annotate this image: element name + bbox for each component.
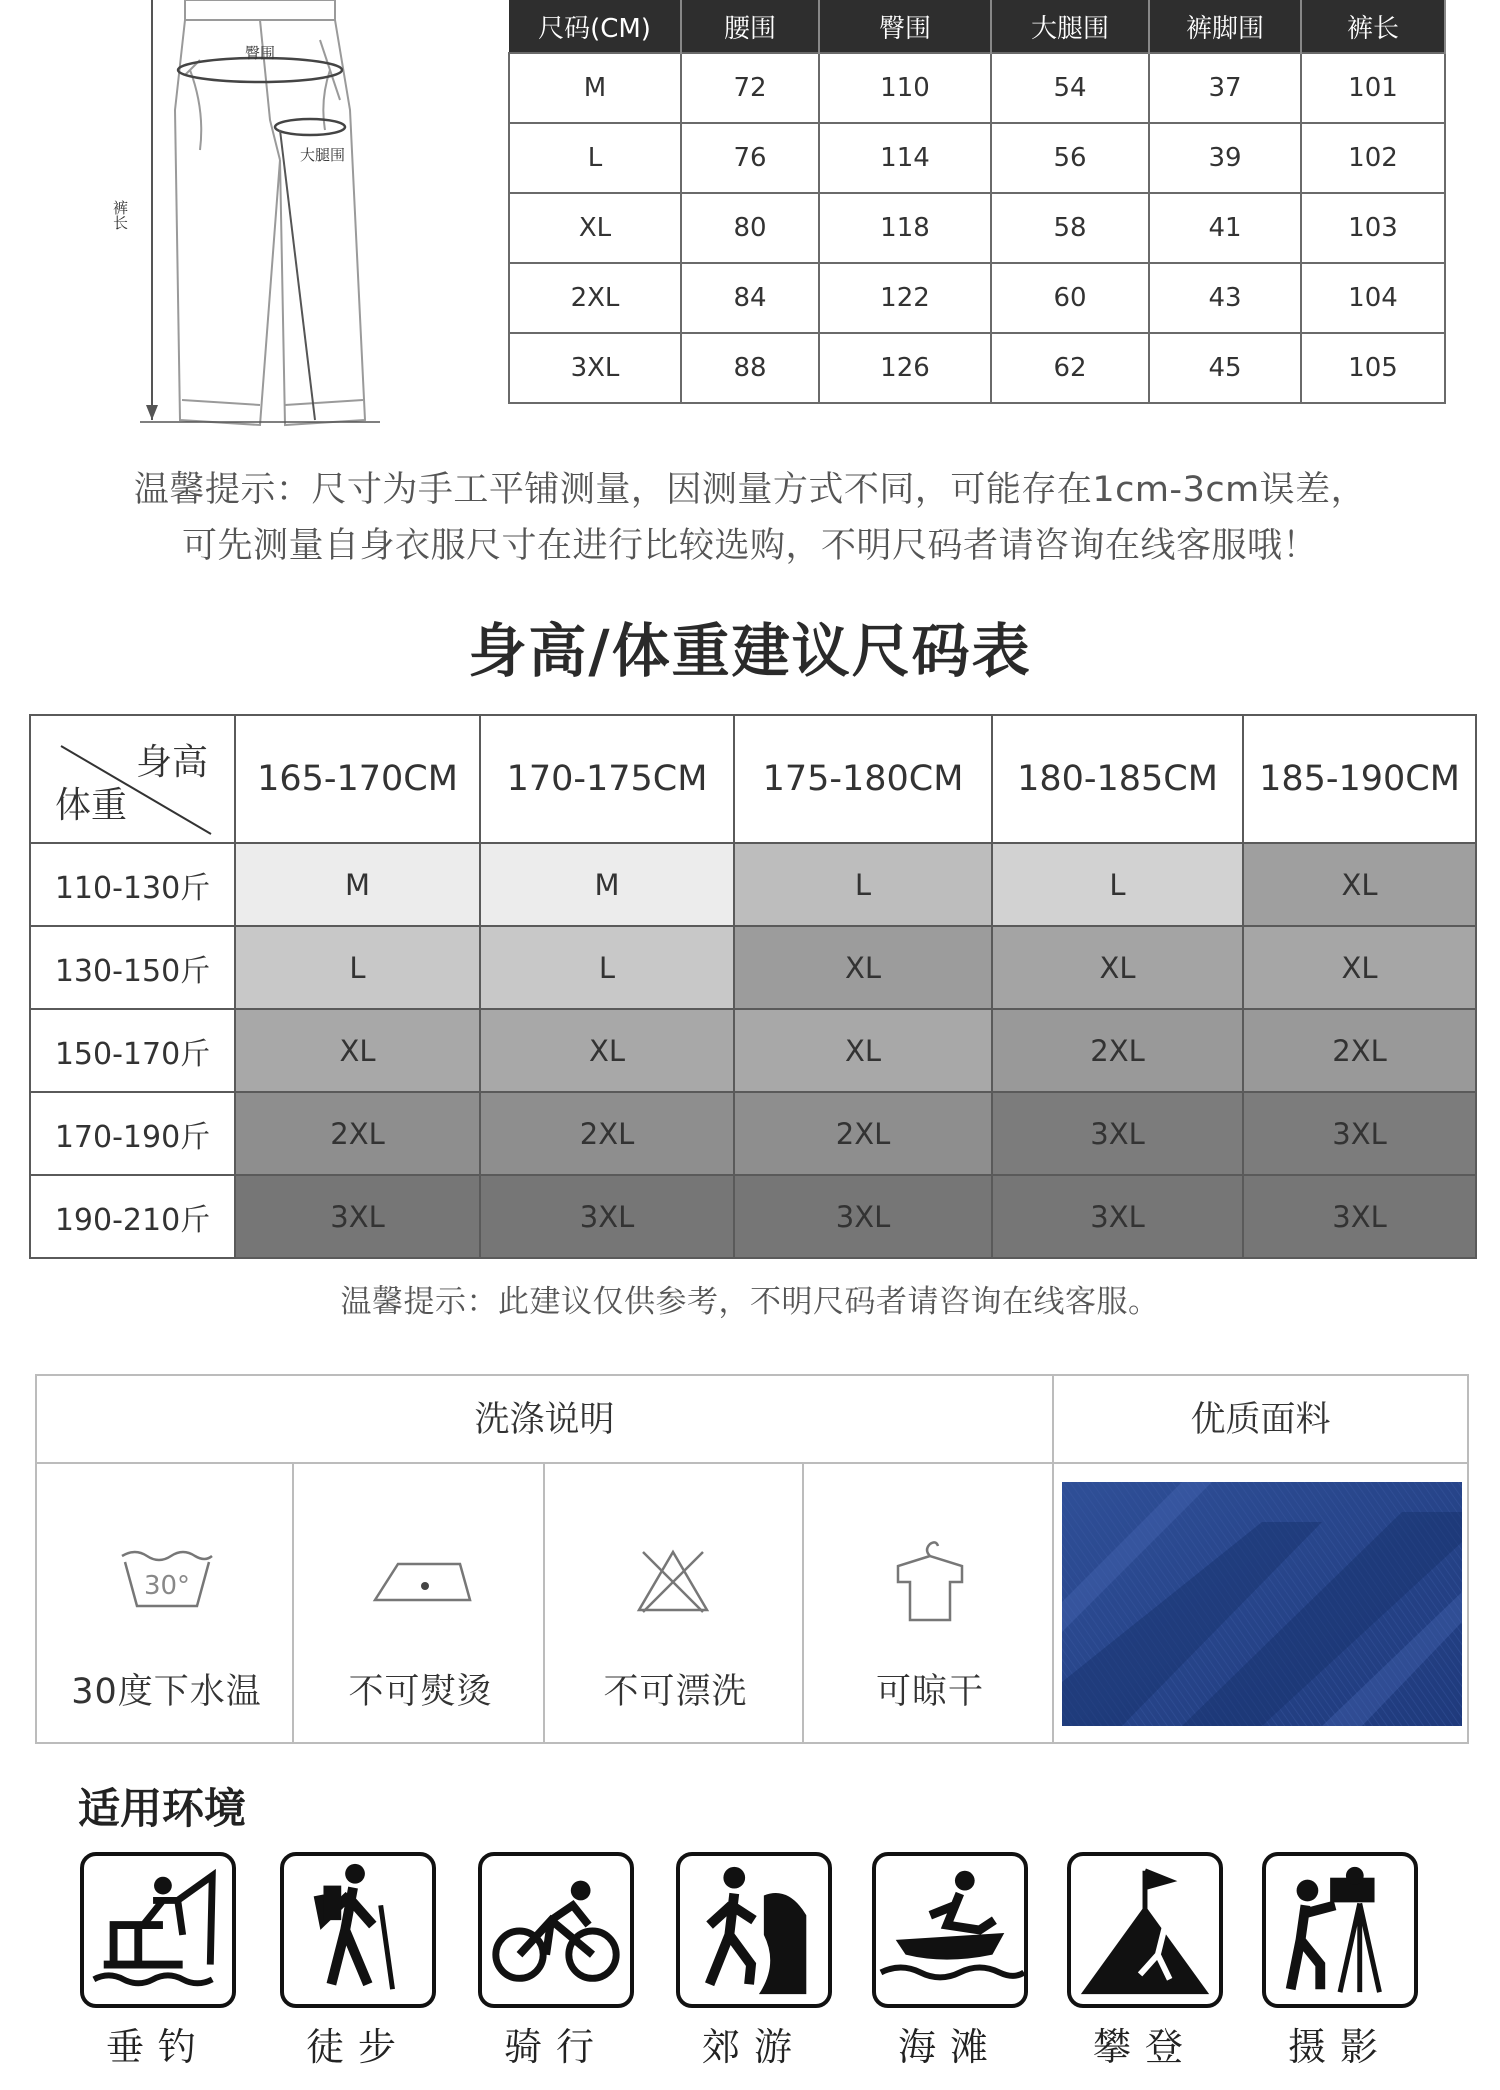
- outing-icon: [676, 1852, 832, 2008]
- fabric-swatch-image: [1062, 1482, 1462, 1726]
- hang-dry-icon: [890, 1536, 970, 1626]
- measure-cell: 84: [681, 263, 819, 333]
- weight-range-label: 130-150斤: [30, 926, 235, 1009]
- measure-cell: 118: [819, 193, 991, 263]
- wash-30-icon: [117, 1544, 217, 1614]
- recommended-size-cell: 3XL: [1243, 1092, 1476, 1175]
- size-cell: M: [509, 53, 681, 123]
- wash-item-iron: [292, 1462, 545, 1744]
- environment-label: 骑行: [503, 2025, 608, 2069]
- weight-range-label: 170-190斤: [30, 1092, 235, 1175]
- recommended-size-cell: 3XL: [734, 1175, 992, 1258]
- fabric-image-cell: [1052, 1462, 1469, 1744]
- size-cell: 2XL: [509, 263, 681, 333]
- recommended-size-cell: XL: [992, 926, 1243, 1009]
- measure-cell: 103: [1301, 193, 1445, 263]
- recommendation-title: 身高/体重建议尺码表: [468, 617, 1032, 685]
- beach-icon: [872, 1852, 1028, 2008]
- environment-label: 摄影: [1287, 2025, 1392, 2069]
- header-length: 裤长: [1301, 0, 1445, 53]
- recommended-size-cell: L: [992, 843, 1243, 926]
- no-bleach-icon: [633, 1546, 713, 1616]
- size-recommendation-table: [29, 714, 1477, 1259]
- recommended-size-cell: L: [235, 926, 480, 1009]
- recommendation-notice: 温馨提示：此建议仅供参考，不明尺码者请咨询在线客服。: [340, 1284, 1160, 1320]
- measure-cell: 56: [991, 123, 1149, 193]
- measurement-row: [509, 53, 1445, 123]
- recommended-size-cell: 2XL: [235, 1092, 480, 1175]
- height-range-2: 170-175CM: [480, 715, 734, 843]
- corner-cell: [30, 715, 235, 843]
- wash-title: 洗涤说明: [474, 1400, 615, 1440]
- measure-cell: 45: [1149, 333, 1301, 403]
- size-cell: L: [509, 123, 681, 193]
- wash-item-bleach: [543, 1462, 804, 1744]
- measure-cell: 122: [819, 263, 991, 333]
- height-range-3: 175-180CM: [734, 715, 992, 843]
- size-cell: XL: [509, 193, 681, 263]
- recommended-size-cell: 3XL: [235, 1175, 480, 1258]
- hiking-icon: [280, 1852, 436, 2008]
- recommended-size-cell: XL: [480, 1009, 734, 1092]
- header-hem: 裤脚围: [1149, 0, 1301, 53]
- recommended-size-cell: 2XL: [734, 1092, 992, 1175]
- measurement-row: [509, 263, 1445, 333]
- measure-cell: 72: [681, 53, 819, 123]
- recommended-size-cell: 3XL: [992, 1175, 1243, 1258]
- measure-cell: 114: [819, 123, 991, 193]
- header-waist: 腰围: [681, 0, 819, 53]
- wash-label-dry: 可晾干: [875, 1672, 984, 1712]
- wash-title-cell: [35, 1374, 1054, 1464]
- measure-cell: 104: [1301, 263, 1445, 333]
- measure-cell: 62: [991, 333, 1149, 403]
- measure-cell: 76: [681, 123, 819, 193]
- recommended-size-cell: 2XL: [1243, 1009, 1476, 1092]
- fishing-icon: [80, 1852, 236, 2008]
- recommended-size-cell: XL: [1243, 843, 1476, 926]
- environment-label: 海滩: [897, 2025, 1002, 2069]
- recommended-size-cell: 2XL: [480, 1092, 734, 1175]
- recommended-size-cell: XL: [734, 1009, 992, 1092]
- weight-range-label: 190-210斤: [30, 1175, 235, 1258]
- weight-row: [30, 1009, 1476, 1092]
- hip-label: 臀围: [245, 44, 276, 62]
- size-cell: 3XL: [509, 333, 681, 403]
- recommended-size-cell: 3XL: [992, 1092, 1243, 1175]
- header-thigh: 大腿围: [991, 0, 1149, 53]
- recommended-size-cell: 2XL: [992, 1009, 1243, 1092]
- corner-height-label: 身高: [135, 742, 208, 783]
- measurement-notice-line-1: 温馨提示：尺寸为手工平铺测量，因测量方式不同，可能存在1cm-3cm误差，: [133, 470, 1367, 510]
- measure-cell: 39: [1149, 123, 1301, 193]
- recommended-size-cell: XL: [235, 1009, 480, 1092]
- pants-diagram: [111, 0, 390, 440]
- header-size: 尺码(CM): [509, 0, 681, 53]
- length-label: 裤长: [111, 200, 129, 230]
- measurement-row: [509, 123, 1445, 193]
- recommended-size-cell: 3XL: [480, 1175, 734, 1258]
- environment-label: 郊游: [701, 2025, 806, 2069]
- wash-label-temp: 30度下水温: [71, 1672, 262, 1712]
- thigh-label: 大腿围: [300, 146, 346, 164]
- measurement-table: [508, 0, 1446, 404]
- height-header-row: [30, 715, 1476, 843]
- measure-cell: 110: [819, 53, 991, 123]
- measure-cell: 102: [1301, 123, 1445, 193]
- recommended-size-cell: M: [235, 843, 480, 926]
- weight-range-label: 150-170斤: [30, 1009, 235, 1092]
- environment-title: 适用环境: [78, 1784, 247, 1833]
- cycling-icon: [478, 1852, 634, 2008]
- environment-label: 攀登: [1092, 2025, 1197, 2069]
- weight-range-label: 110-130斤: [30, 843, 235, 926]
- wash-label-iron: 不可熨烫: [348, 1672, 493, 1712]
- environment-label: 垂钓: [105, 2025, 210, 2069]
- fabric-title: 优质面料: [1190, 1400, 1331, 1440]
- measurement-header-row: [509, 0, 1445, 53]
- measure-cell: 54: [991, 53, 1149, 123]
- weight-row: [30, 1092, 1476, 1175]
- weight-row: [30, 1175, 1476, 1258]
- measurement-row: [509, 333, 1445, 403]
- height-range-1: 165-170CM: [235, 715, 480, 843]
- weight-row: [30, 926, 1476, 1009]
- wash-temp-text: 30°: [143, 1571, 191, 1601]
- measure-cell: 80: [681, 193, 819, 263]
- height-range-5: 185-190CM: [1243, 715, 1476, 843]
- wash-item-temp: [35, 1462, 294, 1744]
- measure-cell: 43: [1149, 263, 1301, 333]
- corner-weight-label: 体重: [55, 785, 128, 826]
- recommended-size-cell: XL: [734, 926, 992, 1009]
- measure-cell: 88: [681, 333, 819, 403]
- height-range-4: 180-185CM: [992, 715, 1243, 843]
- measure-cell: 101: [1301, 53, 1445, 123]
- recommended-size-cell: XL: [1243, 926, 1476, 1009]
- recommended-size-cell: 3XL: [1243, 1175, 1476, 1258]
- environment-label: 徒步: [305, 2025, 410, 2069]
- measure-cell: 41: [1149, 193, 1301, 263]
- weight-row: [30, 843, 1476, 926]
- photography-icon: [1262, 1852, 1418, 2008]
- climbing-icon: [1067, 1852, 1223, 2008]
- measure-cell: 60: [991, 263, 1149, 333]
- measure-cell: 37: [1149, 53, 1301, 123]
- recommended-size-cell: M: [480, 843, 734, 926]
- measure-cell: 105: [1301, 333, 1445, 403]
- recommended-size-cell: L: [734, 843, 992, 926]
- wash-label-bleach: 不可漂洗: [603, 1672, 748, 1712]
- header-hip: 臀围: [819, 0, 991, 53]
- measure-cell: 58: [991, 193, 1149, 263]
- fabric-title-cell: [1052, 1374, 1469, 1464]
- wash-item-dry: [802, 1462, 1054, 1744]
- recommended-size-cell: L: [480, 926, 734, 1009]
- measure-cell: 126: [819, 333, 991, 403]
- no-iron-icon: [370, 1556, 480, 1606]
- measurement-notice-line-2: 可先测量自身衣服尺寸在进行比较选购，不明尺码者请咨询在线客服哦！: [181, 526, 1318, 566]
- measurement-row: [509, 193, 1445, 263]
